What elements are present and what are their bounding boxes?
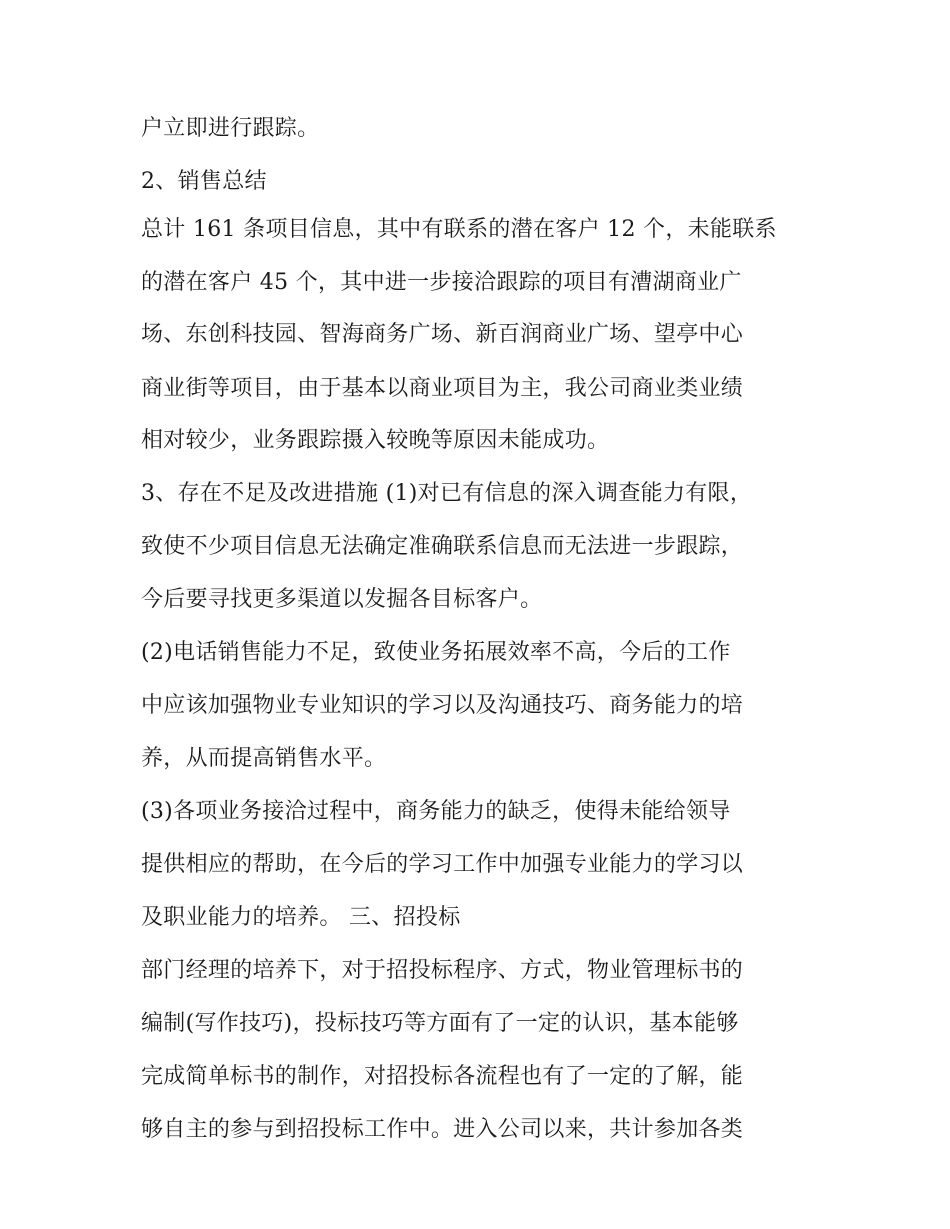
text-line: 场、东创科技园、智海商务广场、新百润商业广场、望亭中心 (141, 322, 744, 347)
text-line: 及职业能力的培养。 三、招投标 (141, 905, 461, 930)
text-line: 的潜在客户 45 个，其中进一步接洽跟踪的项目有漕湖商业广 (141, 270, 742, 295)
text-line: 3、存在不足及改进措施 (1)对已有信息的深入调查能力有限， (141, 481, 753, 506)
text-line: 商业街等项目，由于基本以商业项目为主，我公司商业类业绩 (141, 376, 744, 401)
text-line: 完成简单标书的制作，对招投标各流程也有了一定的了解，能 (141, 1064, 744, 1089)
text-line: 够自主的参与到招投标工作中。进入公司以来，共计参加各类 (141, 1117, 744, 1142)
text-line: (2)电话销售能力不足，致使业务拓展效率不高，今后的工作 (141, 640, 731, 665)
text-line: 致使不少项目信息无法确定准确联系信息而无法进一步跟踪， (141, 534, 744, 559)
text-line: 中应该加强物业专业知识的学习以及沟通技巧、商务能力的培 (141, 693, 744, 718)
text-line: 总计 161 条项目信息，其中有联系的潜在客户 12 个，未能联系 (141, 217, 777, 242)
text-line: 今后要寻找更多渠道以发掘各目标客户。 (141, 587, 543, 612)
text-line: 提供相应的帮助，在今后的学习工作中加强专业能力的学习以 (141, 852, 744, 877)
text-line: 户立即进行跟踪。 (141, 116, 320, 141)
section-heading: 2、销售总结 (141, 169, 267, 194)
text-line: 相对较少，业务跟踪摄入较晚等原因未能成功。 (141, 428, 610, 453)
text-line: 养，从而提高销售水平。 (141, 746, 387, 771)
text-line: 部门经理的培养下，对于招投标程序、方式，物业管理标书的 (141, 958, 744, 983)
text-line: 编制(写作技巧)，投标技巧等方面有了一定的认识，基本能够 (141, 1011, 739, 1036)
text-line: (3)各项业务接洽过程中，商务能力的缺乏，使得未能给领导 (141, 799, 731, 824)
